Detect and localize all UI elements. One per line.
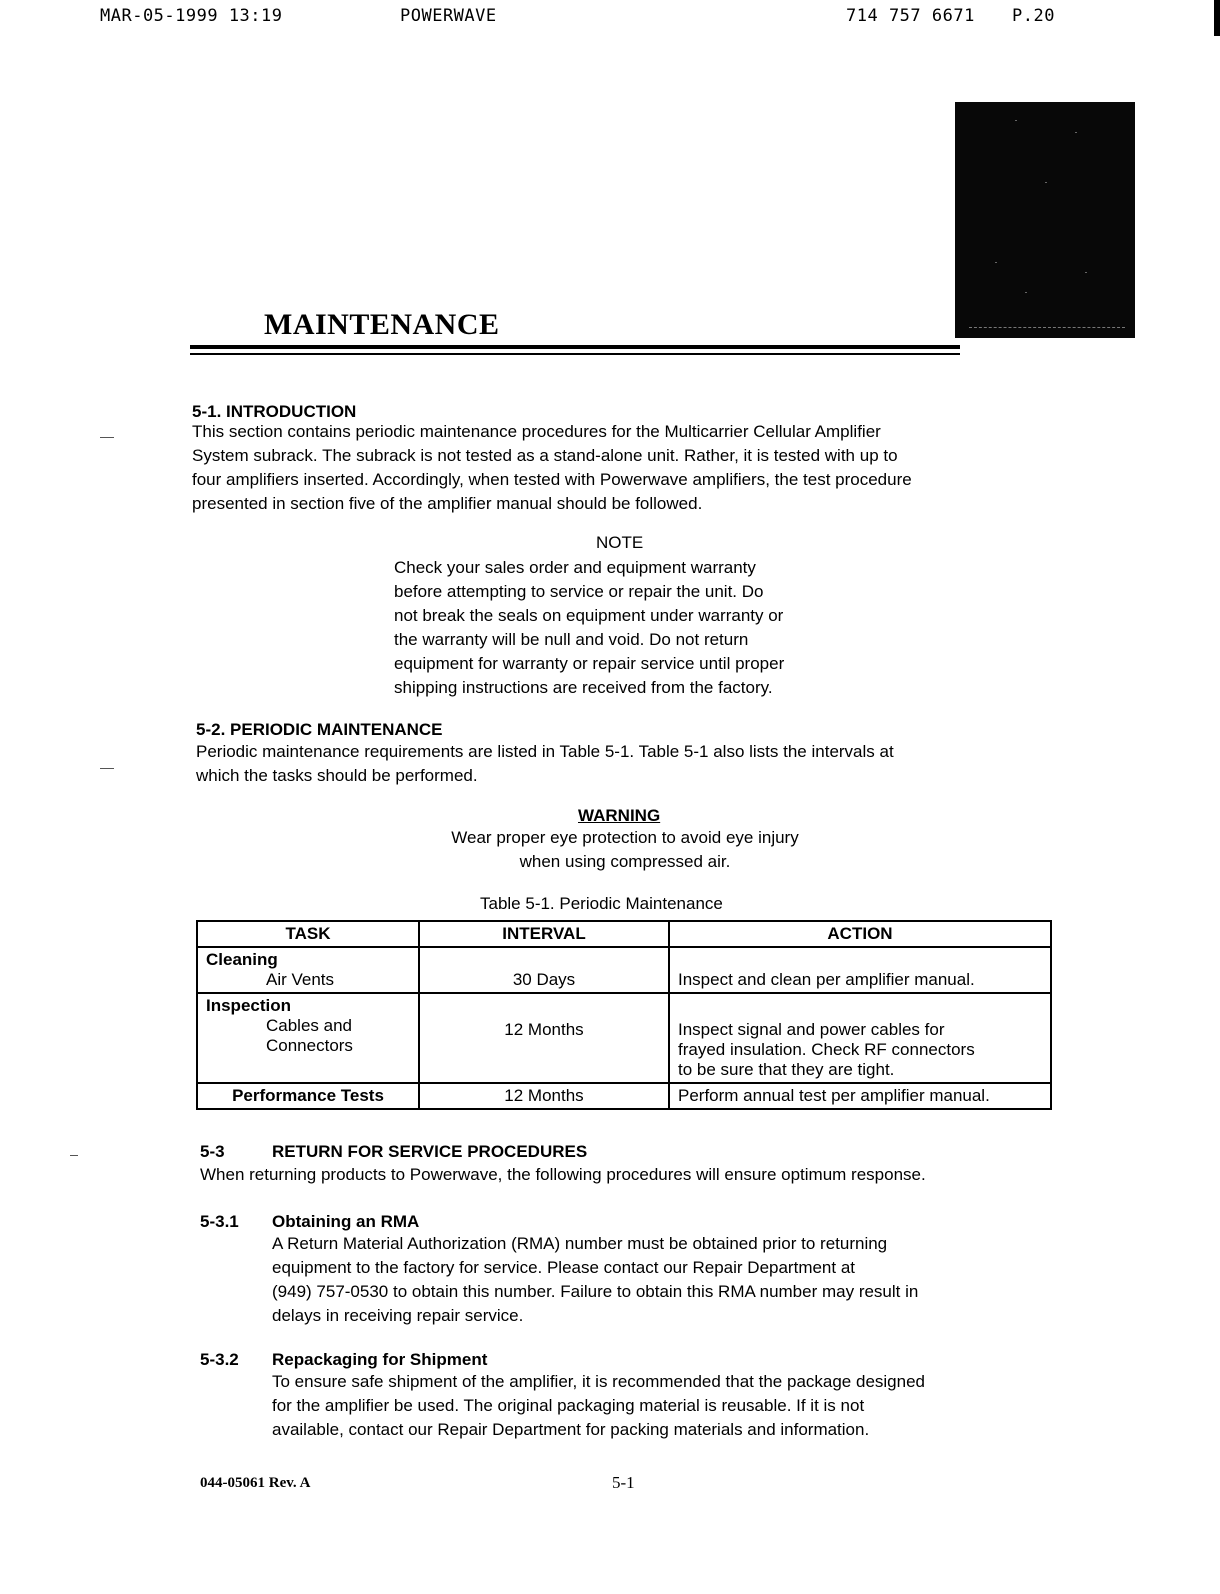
warning-body: Wear proper eye protection to avoid eye injury when using compressed air. xyxy=(451,828,799,871)
table-header-cell: TASK xyxy=(197,921,419,947)
introduction-paragraph: This section contains periodic maintenance procedures for the Multicarrier Cellular Amplifier System subrack. The subrack is not tested as a stand-alone unit. Rather, it is tested with up to four amplifiers inserted. Accordingly, when tested with Powerwave amplifiers, the test procedure presented in section five of the amplifier manual should be followed. xyxy=(192,422,912,513)
table-row xyxy=(197,1083,1051,1109)
action-cell: Inspect signal and power cables for frayed insulation. Check RF connectors to be sure that they are tight. xyxy=(669,993,1051,1083)
repackaging-paragraph: To ensure safe shipment of the amplifier, it is recommended that the package designed for the amplifier be used. The original packaging material is reusable. If it is not available, contact our Repair Department for packing materials and information. xyxy=(272,1372,925,1439)
table-header-row xyxy=(197,921,1051,947)
periodic-maintenance-table xyxy=(196,920,1052,1110)
title-rule-thin xyxy=(190,353,960,355)
chapter-tab-block xyxy=(955,102,1135,338)
rma-paragraph: A Return Material Authorization (RMA) number must be obtained prior to returning equipment to the factory for service. Please contact our Repair Department at (949) 757-0530 to obtain this number. Failure to obtain this RMA number may result in delays in receiving repair service. xyxy=(272,1234,919,1325)
table-row xyxy=(197,993,1051,1083)
task-cell: Performance Tests xyxy=(197,1083,419,1109)
margin-mark xyxy=(100,768,114,769)
table-row xyxy=(197,947,1051,993)
section-number-rma: 5-3.1 xyxy=(200,1212,239,1231)
note-body: Check your sales order and equipment warranty before attempting to service or repair the unit. Do not break the seals on equipment under warranty or the warranty will be null and void. Do not return equipment for warranty or repair service until proper shipping instructions are received from the factory. xyxy=(394,558,785,697)
interval-cell: 12 Months xyxy=(419,993,669,1083)
page-number: 5-1 xyxy=(612,1473,635,1492)
interval-cell: 12 Months xyxy=(419,1083,669,1109)
section-heading-return-for-service: RETURN FOR SERVICE PROCEDURES xyxy=(272,1142,588,1161)
action-cell: Inspect and clean per amplifier manual. xyxy=(669,947,1051,993)
table-caption: Table 5-1. Periodic Maintenance xyxy=(480,894,723,913)
fax-phone: 714 757 6671 xyxy=(846,6,975,26)
task-cell: Cleaning Air Vents xyxy=(197,947,419,993)
page-title: MAINTENANCE xyxy=(264,308,500,341)
fax-sender: POWERWAVE xyxy=(400,6,497,26)
note-heading: NOTE xyxy=(596,533,644,552)
section-heading-obtaining-rma: Obtaining an RMA xyxy=(272,1212,420,1231)
action-cell: Perform annual test per amplifier manual. xyxy=(669,1083,1051,1109)
title-rule-thick xyxy=(190,345,960,349)
section-heading-repackaging: Repackaging for Shipment xyxy=(272,1350,488,1369)
section-number-repackaging: 5-3.2 xyxy=(200,1350,239,1369)
warning-heading: WARNING xyxy=(578,806,661,825)
interval-cell: 30 Days xyxy=(419,947,669,993)
margin-mark xyxy=(70,1155,78,1156)
task-cell: Inspection Cables and Connectors xyxy=(197,993,419,1083)
section-number-return: 5-3 xyxy=(200,1142,225,1161)
fax-datetime: MAR-05-1999 13:19 xyxy=(100,6,283,26)
page-edge-mark xyxy=(1214,0,1220,36)
table-header-cell: INTERVAL xyxy=(419,921,669,947)
fax-page: P.20 xyxy=(1012,6,1055,26)
document-number: 044-05061 Rev. A xyxy=(200,1475,311,1491)
periodic-maintenance-paragraph: Periodic maintenance requirements are listed in Table 5-1. Table 5-1 also lists the intervals at which the tasks should be performed. xyxy=(196,742,894,785)
table-header-cell: ACTION xyxy=(669,921,1051,947)
section-heading-periodic-maintenance: 5-2. PERIODIC MAINTENANCE xyxy=(196,720,443,739)
section-heading-introduction: 5-1. INTRODUCTION xyxy=(192,402,357,421)
return-paragraph: When returning products to Powerwave, the following procedures will ensure optimum response. xyxy=(200,1165,926,1184)
margin-mark xyxy=(100,437,114,438)
